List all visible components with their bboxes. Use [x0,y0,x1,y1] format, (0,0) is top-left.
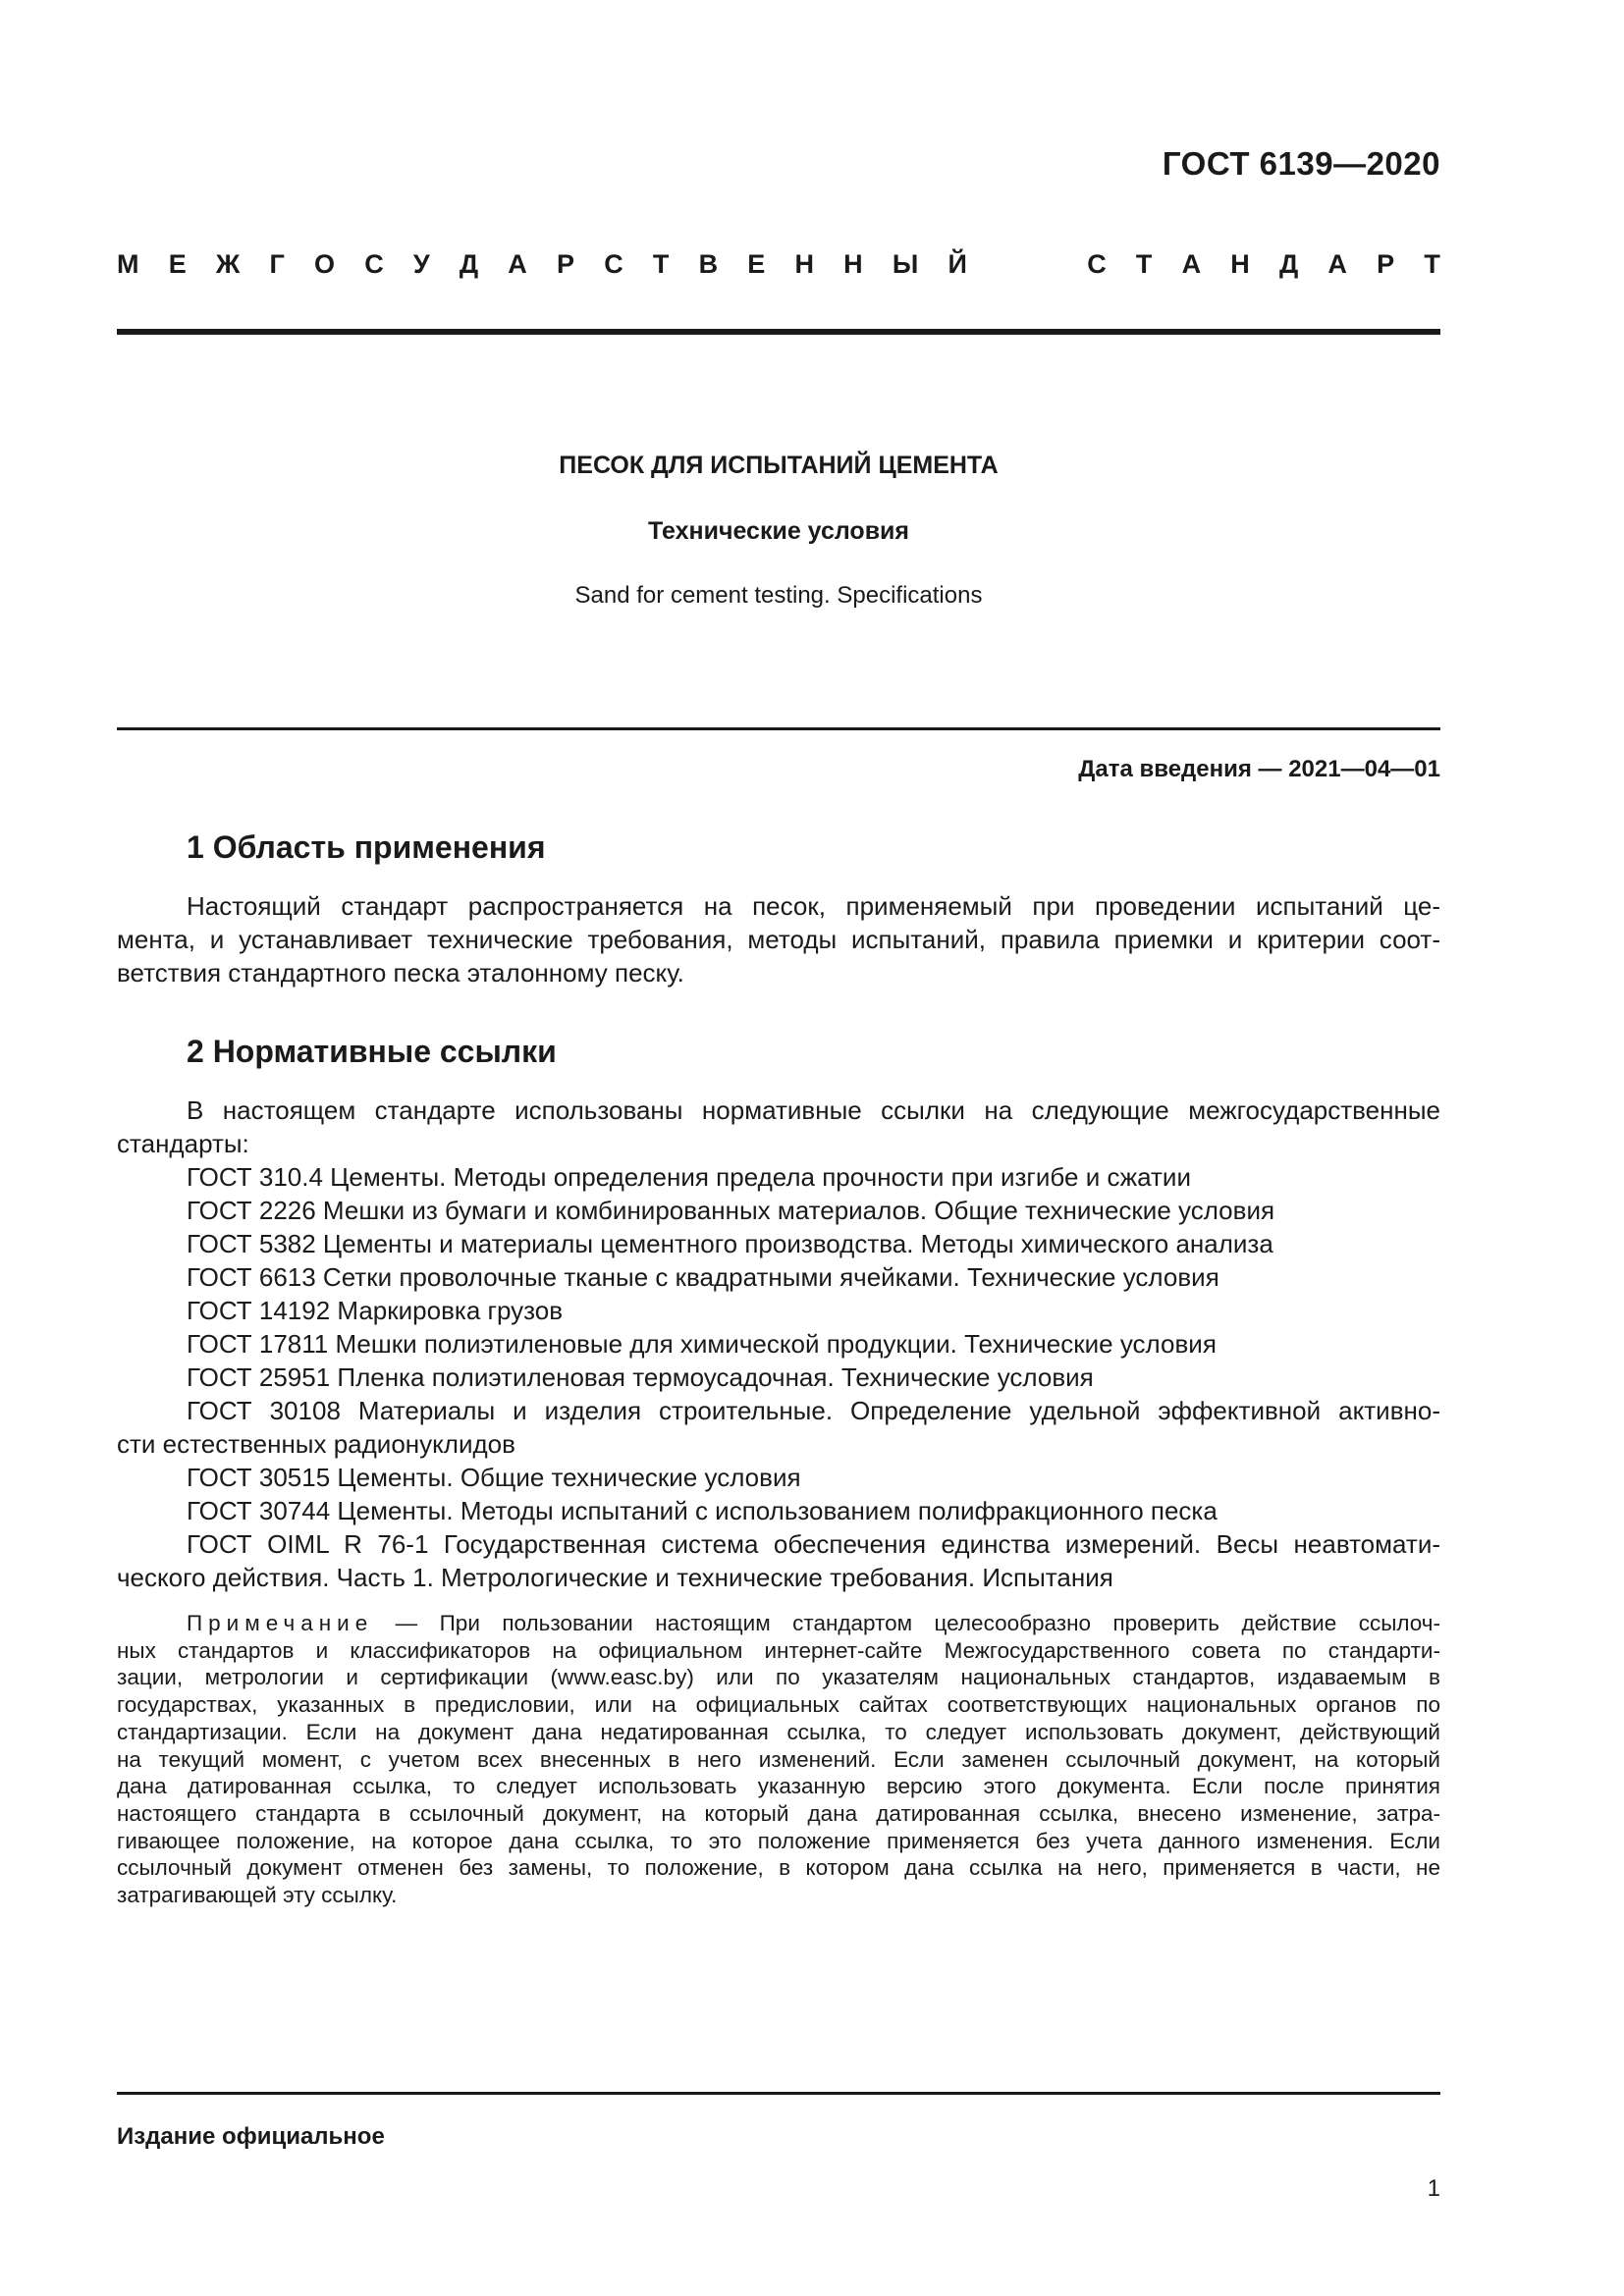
gost-number: ГОСТ 6139—2020 [1162,145,1440,182]
section-2-intro [117,1094,1440,1160]
text-line: Настоящий стандарт распространяется на песок, применяемый при проведении испытаний це- [187,891,1440,921]
heading-letter: С [1087,249,1107,279]
section-2-heading: 2 Нормативные ссылки [187,1034,557,1069]
section-1-text [117,889,1440,989]
heading-letter: А [1327,249,1347,279]
note-line: ных стандартов и классификаторов на официальном интернет-сайте Межгосударственного совета по стандарти- [117,1637,1440,1663]
heading-letter: Ж [215,249,241,279]
header-rule [117,329,1440,335]
reference-item: ГОСТ 2226 Мешки из бумаги и комбинированных материалов. Общие технические условия [187,1196,1275,1225]
heading-letter: Д [459,249,479,279]
note-line: стандартизации. Если на документ дана недатированная ссылка, то следует использовать документ, действующий [117,1719,1440,1744]
page-number: 1 [1427,2175,1440,2202]
note-line: настоящего стандарта в ссылочный документ, на который дана датированная ссылка, внесено изменение, затра- [117,1800,1440,1826]
title-rule [117,727,1440,730]
heading-letter: Г [269,249,285,279]
note-block [117,1610,1440,1909]
document-title-english: Sand for cement testing. Specifications [574,582,983,609]
note-line: гивающее положение, на которое дана ссылка, то это положение применяется без учета данного изменения. Если [117,1828,1440,1853]
footer-rule [117,2092,1440,2095]
document-title: ПЕСОК ДЛЯ ИСПЫТАНИЙ ЦЕМЕНТА [559,452,999,479]
heading-letter: Н [843,249,863,279]
reference-item: ГОСТ 5382 Цементы и материалы цементного производства. Методы химического анализа [187,1229,1273,1258]
normative-references-list [117,1160,1440,1594]
reference-item: ГОСТ 14192 Маркировка грузов [187,1296,564,1325]
reference-item: ГОСТ 30515 Цементы. Общие технические условия [187,1463,801,1492]
reference-item: ГОСТ 30744 Цементы. Методы испытаний с использованием полифракционного песка [187,1496,1218,1525]
note-line: дана датированная ссылка, то следует использовать указанную версию этого документа. Если после принятия [117,1774,1440,1799]
reference-item: ГОСТ 6613 Сетки проволочные тканые с квадратными ячейками. Технические условия [187,1262,1219,1292]
reference-item: ГОСТ 310.4 Цементы. Методы определения предела прочности при изгибе и сжатии [187,1162,1191,1192]
word-gap [997,249,1057,280]
text-line: В настоящем стандарте использованы нормативные ссылки на следующие межгосударственные [187,1095,1440,1125]
note-line: зации, метрологии и сертификации (www.easc.by) или по указателям национальных стандартов, издаваемым в [117,1665,1440,1690]
note-line: Примечание — При пользовании настоящим стандартом целесообразно проверить действие ссылоч- [187,1611,1440,1635]
reference-item: ГОСТ 25951 Пленка полиэтиленовая термоусадочная. Технические условия [187,1362,1094,1392]
reference-item-continuation: ческого действия. Часть 1. Метрологические и технические требования. Испытания [117,1563,1113,1592]
heading-letter: С [604,249,623,279]
heading-letter: О [313,249,335,279]
heading-letter: Ы [892,249,919,279]
heading-letter: Е [168,249,187,279]
document-subtitle: Технические условия [647,517,910,545]
note-line: на текущий момент, с учетом всех внесенных в него изменений. Если заменен ссылочный документ, на который [117,1746,1440,1772]
note-line: ссылочный документ отменен без замены, то положение, в котором дана ссылка на него, применяется в части, не [117,1855,1440,1881]
heading-letter: Й [947,249,967,279]
heading-letter: Е [747,249,766,279]
note-line: затрагивающей эту ссылку. [117,1883,398,1908]
note-label: Примечание [187,1611,374,1635]
text-line: мента, и устанавливает технические требования, методы испытаний, правила приемки и критерии соот- [117,925,1440,954]
text-line: стандарты: [117,1129,249,1158]
reference-item-continuation: сти естественных радионуклидов [117,1429,515,1459]
introduction-date: Дата введения — 2021—04—01 [1078,756,1440,782]
reference-item: ГОСТ OIML R 76-1 Государственная система обеспечения единства измерений. Весы неавтомати- [187,1529,1440,1559]
heading-letter: Н [794,249,814,279]
note-line: государствах, указанных в предисловии, или на официальных сайтах соответствующих национальных органов по [117,1692,1440,1718]
heading-letter: В [698,249,719,279]
interstate-standard-heading [117,249,1440,280]
official-edition-label: Издание официальное [117,2123,385,2150]
heading-letter: Н [1230,249,1250,279]
reference-item: ГОСТ 17811 Мешки полиэтиленовые для химической продукции. Технические условия [187,1329,1217,1359]
heading-letter: А [508,249,527,279]
heading-letter: М [117,249,139,279]
heading-letter: Т [652,249,670,279]
heading-letter: Д [1278,249,1299,279]
heading-letter: У [412,249,430,279]
heading-letter: Р [1377,249,1395,279]
heading-letter: С [364,249,384,279]
section-1-heading: 1 Область применения [187,829,546,865]
heading-letter: Т [1135,249,1153,279]
heading-letter: Р [556,249,574,279]
heading-letter: А [1181,249,1202,279]
reference-item: ГОСТ 30108 Материалы и изделия строительные. Определение удельной эффективной активно- [187,1396,1440,1425]
text-line: ветствия стандартного песка эталонному песку. [117,958,684,988]
heading-letter: Т [1424,249,1440,279]
